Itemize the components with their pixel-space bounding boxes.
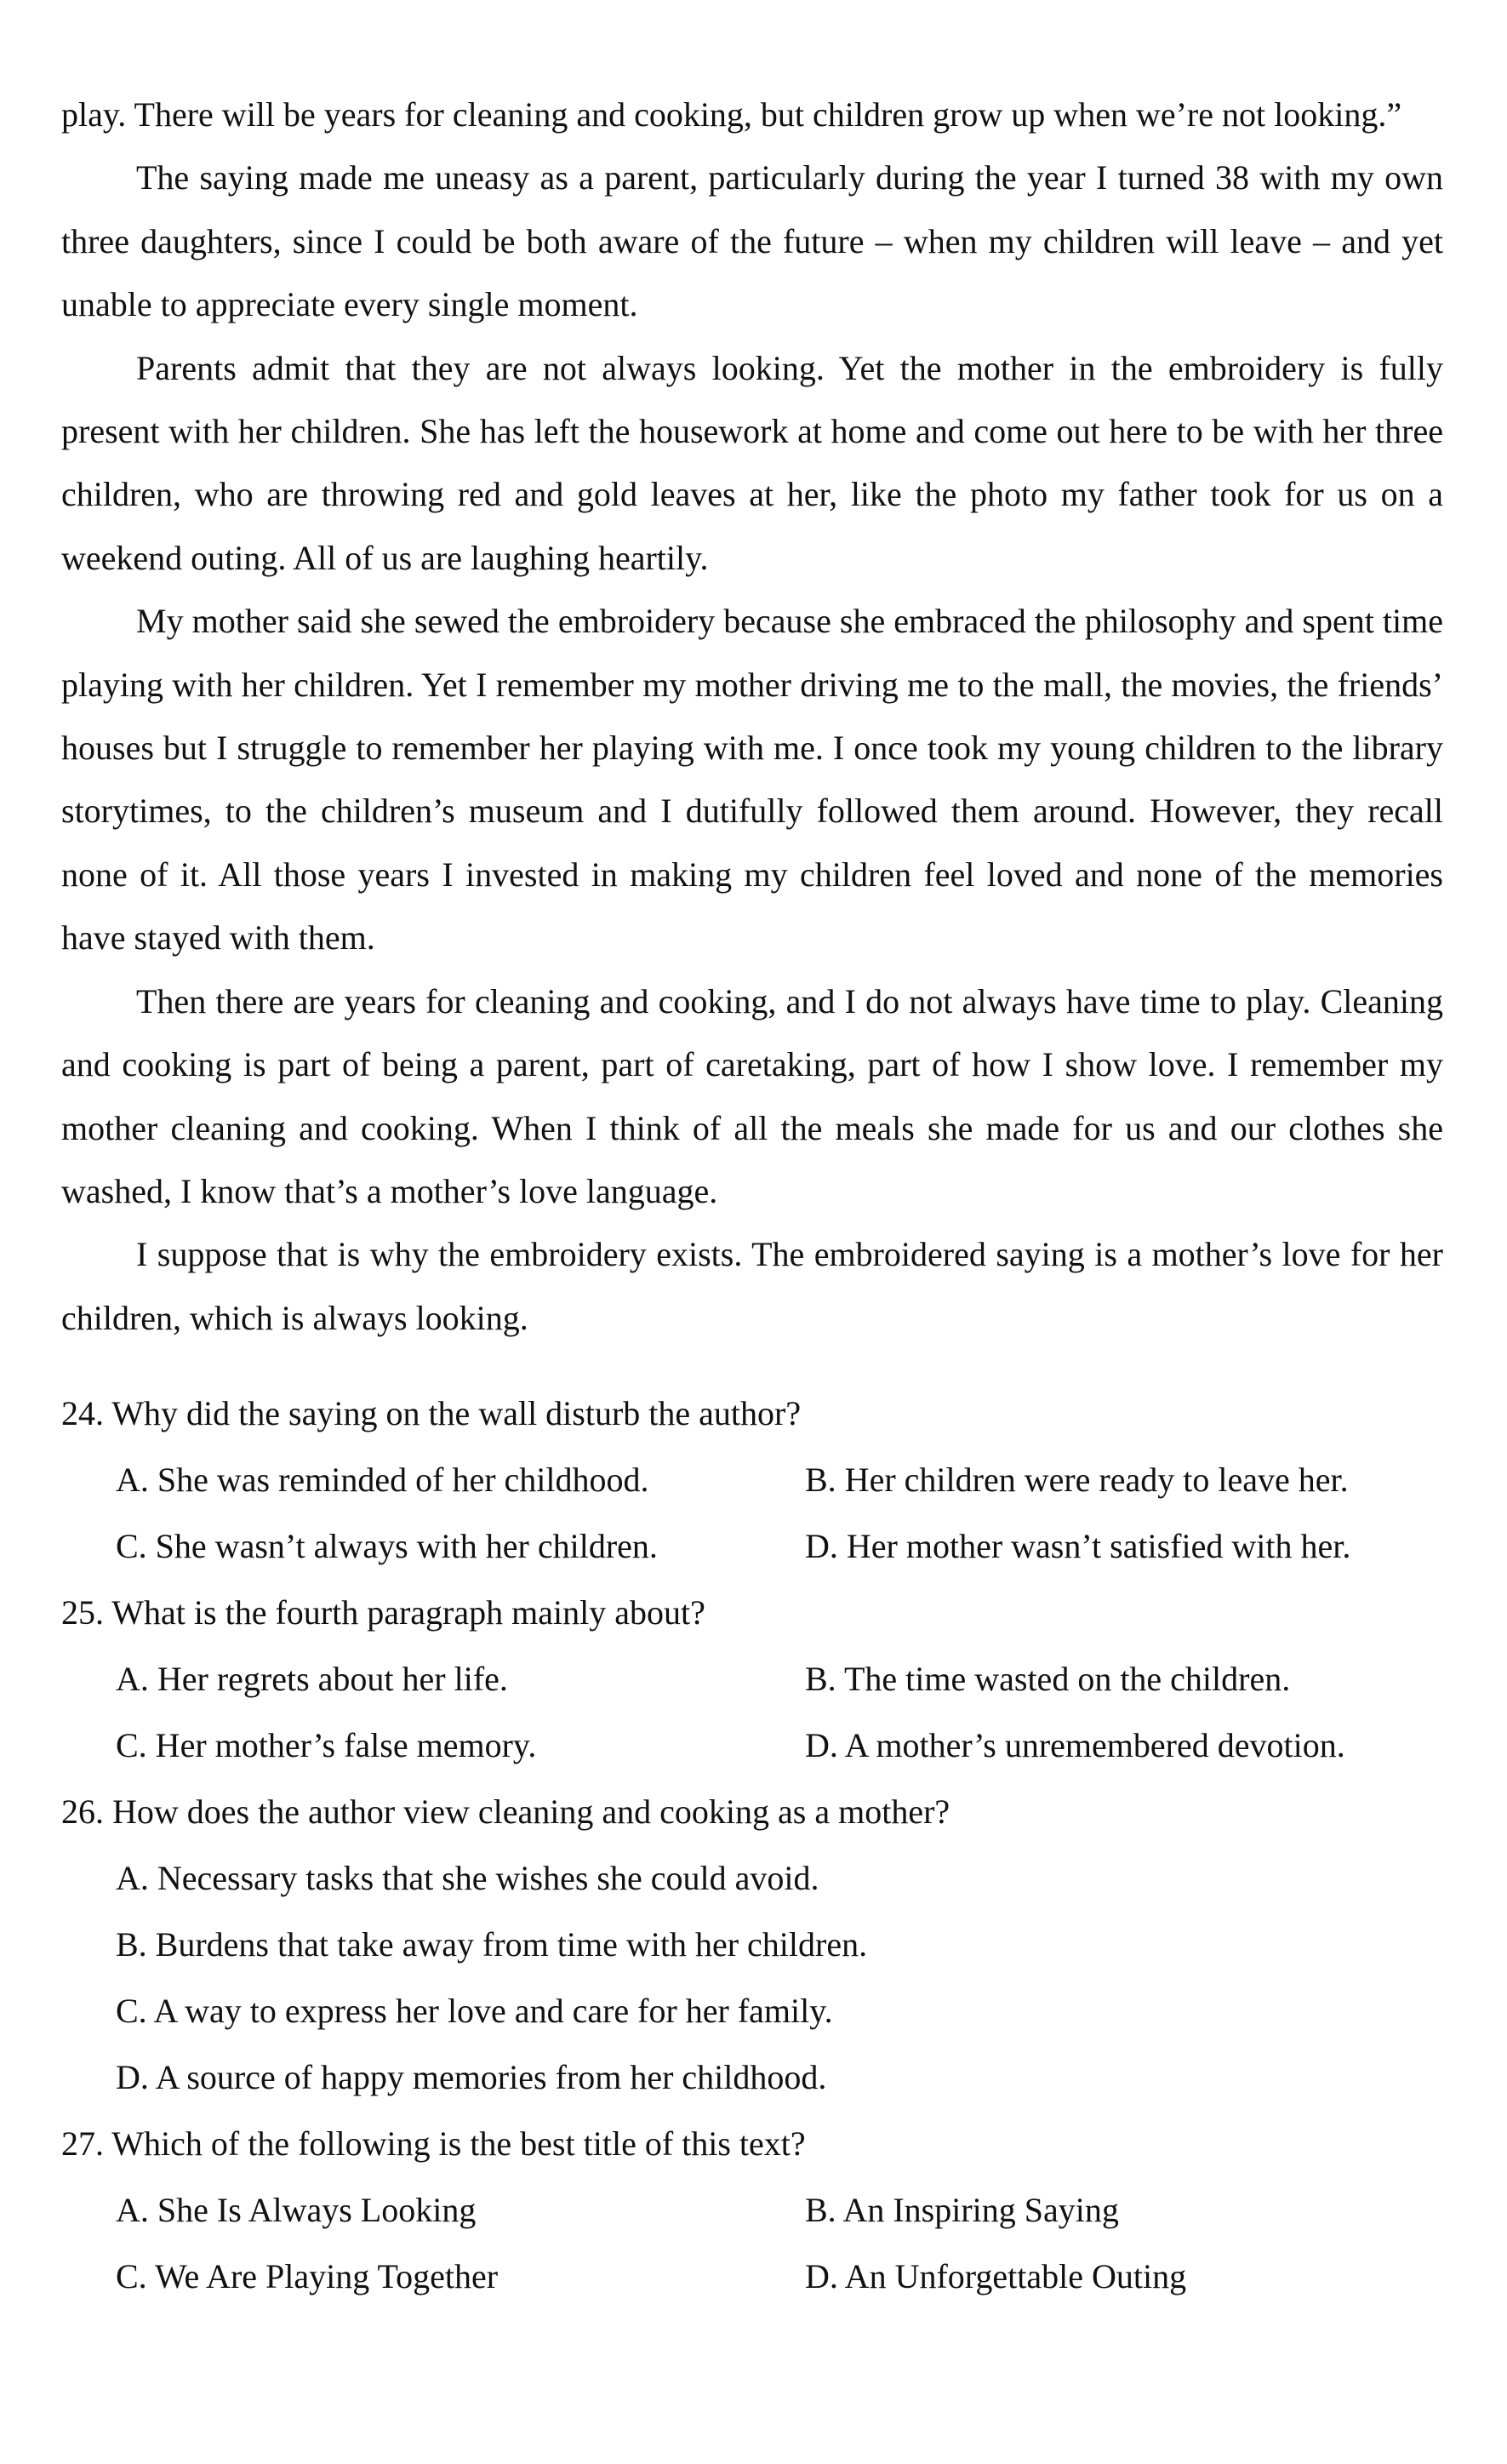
option-d: D. Her mother wasn’t satisfied with her.: [805, 1527, 1351, 1566]
passage-paragraph-6: I suppose that is why the embroidery exists. The embroidered saying is a mother’s love for her children, which is always looking.: [61, 1235, 1443, 1337]
option-d: D. A source of happy memories from her childhood.: [116, 2058, 827, 2097]
option-group: [61, 1845, 1443, 2111]
option-b: B. The time wasted on the children.: [805, 1660, 1291, 1699]
option-c: C. Her mother’s false memory.: [116, 1726, 537, 1765]
question-stem: 27. Which of the following is the best title of this text?: [61, 2124, 806, 2164]
question-list: [61, 1381, 1443, 2310]
option-a: A. She Is Always Looking: [116, 2191, 477, 2230]
option-group: [61, 1646, 1443, 1779]
option-a: A. She was reminded of her childhood.: [116, 1461, 649, 1500]
option-c: C. We Are Playing Together: [116, 2257, 499, 2296]
reading-passage: [61, 83, 1443, 1350]
passage-paragraph-5: Then there are years for cleaning and cooking, and I do not always have time to play. Cleaning and cooking is part of being a parent, part of caretaking, part of how I show love. I remember my mother cleaning and cooking. When I think of all the meals she made for us and our clothes she washed, I know that’s a mother’s love language.: [61, 981, 1443, 1210]
question-stem: 24. Why did the saying on the wall disturb the author?: [61, 1394, 802, 1433]
option-d: D. A mother’s unremembered devotion.: [805, 1726, 1345, 1765]
option-b: B. Burdens that take away from time with her children.: [116, 1925, 868, 1964]
question-stem: 26. How does the author view cleaning and cooking as a mother?: [61, 1792, 950, 1832]
passage-paragraph-3: Parents admit that they are not always looking. Yet the mother in the embroidery is fully present with her children. She has left the housework at home and come out here to be with her three children, who are throwing red and gold leaves at her, like the photo my father took for us on a weekend outing. All of us are laughing heartily.: [61, 348, 1443, 577]
option-b: B. Her children were ready to leave her.: [805, 1461, 1349, 1500]
option-group: [61, 1447, 1443, 1580]
question-24: [61, 1381, 1443, 1580]
question-27: [61, 2111, 1443, 2310]
option-c: C. A way to express her love and care for her family.: [116, 1992, 833, 2031]
option-a: A. Necessary tasks that she wishes she could avoid.: [116, 1859, 819, 1898]
passage-paragraph-1: play. There will be years for cleaning and cooking, but children grow up when we’re not looking.”: [61, 95, 1402, 134]
passage-paragraph-4: My mother said she sewed the embroidery because she embraced the philosophy and spent time playing with her children. Yet I remember my mother driving me to the mall, the movies, the friends’ houses but I struggle to remember her playing with me. I once took my young children to the library storytimes, to the children’s museum and I dutifully followed them around. However, they recall none of it. All those years I invested in making my children feel loved and none of the memories have stayed with them.: [61, 602, 1443, 958]
question-25: [61, 1580, 1443, 1779]
option-c: C. She wasn’t always with her children.: [116, 1527, 658, 1566]
question-stem: 25. What is the fourth paragraph mainly about?: [61, 1593, 705, 1632]
question-26: [61, 1779, 1443, 2111]
passage-paragraph-2: The saying made me uneasy as a parent, particularly during the year I turned 38 with my own three daughters, since I could be both aware of the future – when my children will leave – and yet unable to appreciate every single moment.: [61, 158, 1443, 324]
document-page: [61, 83, 1443, 2310]
option-d: D. An Unforgettable Outing: [805, 2257, 1187, 2296]
option-b: B. An Inspiring Saying: [805, 2191, 1119, 2230]
option-a: A. Her regrets about her life.: [116, 1660, 508, 1699]
option-group: [61, 2177, 1443, 2310]
